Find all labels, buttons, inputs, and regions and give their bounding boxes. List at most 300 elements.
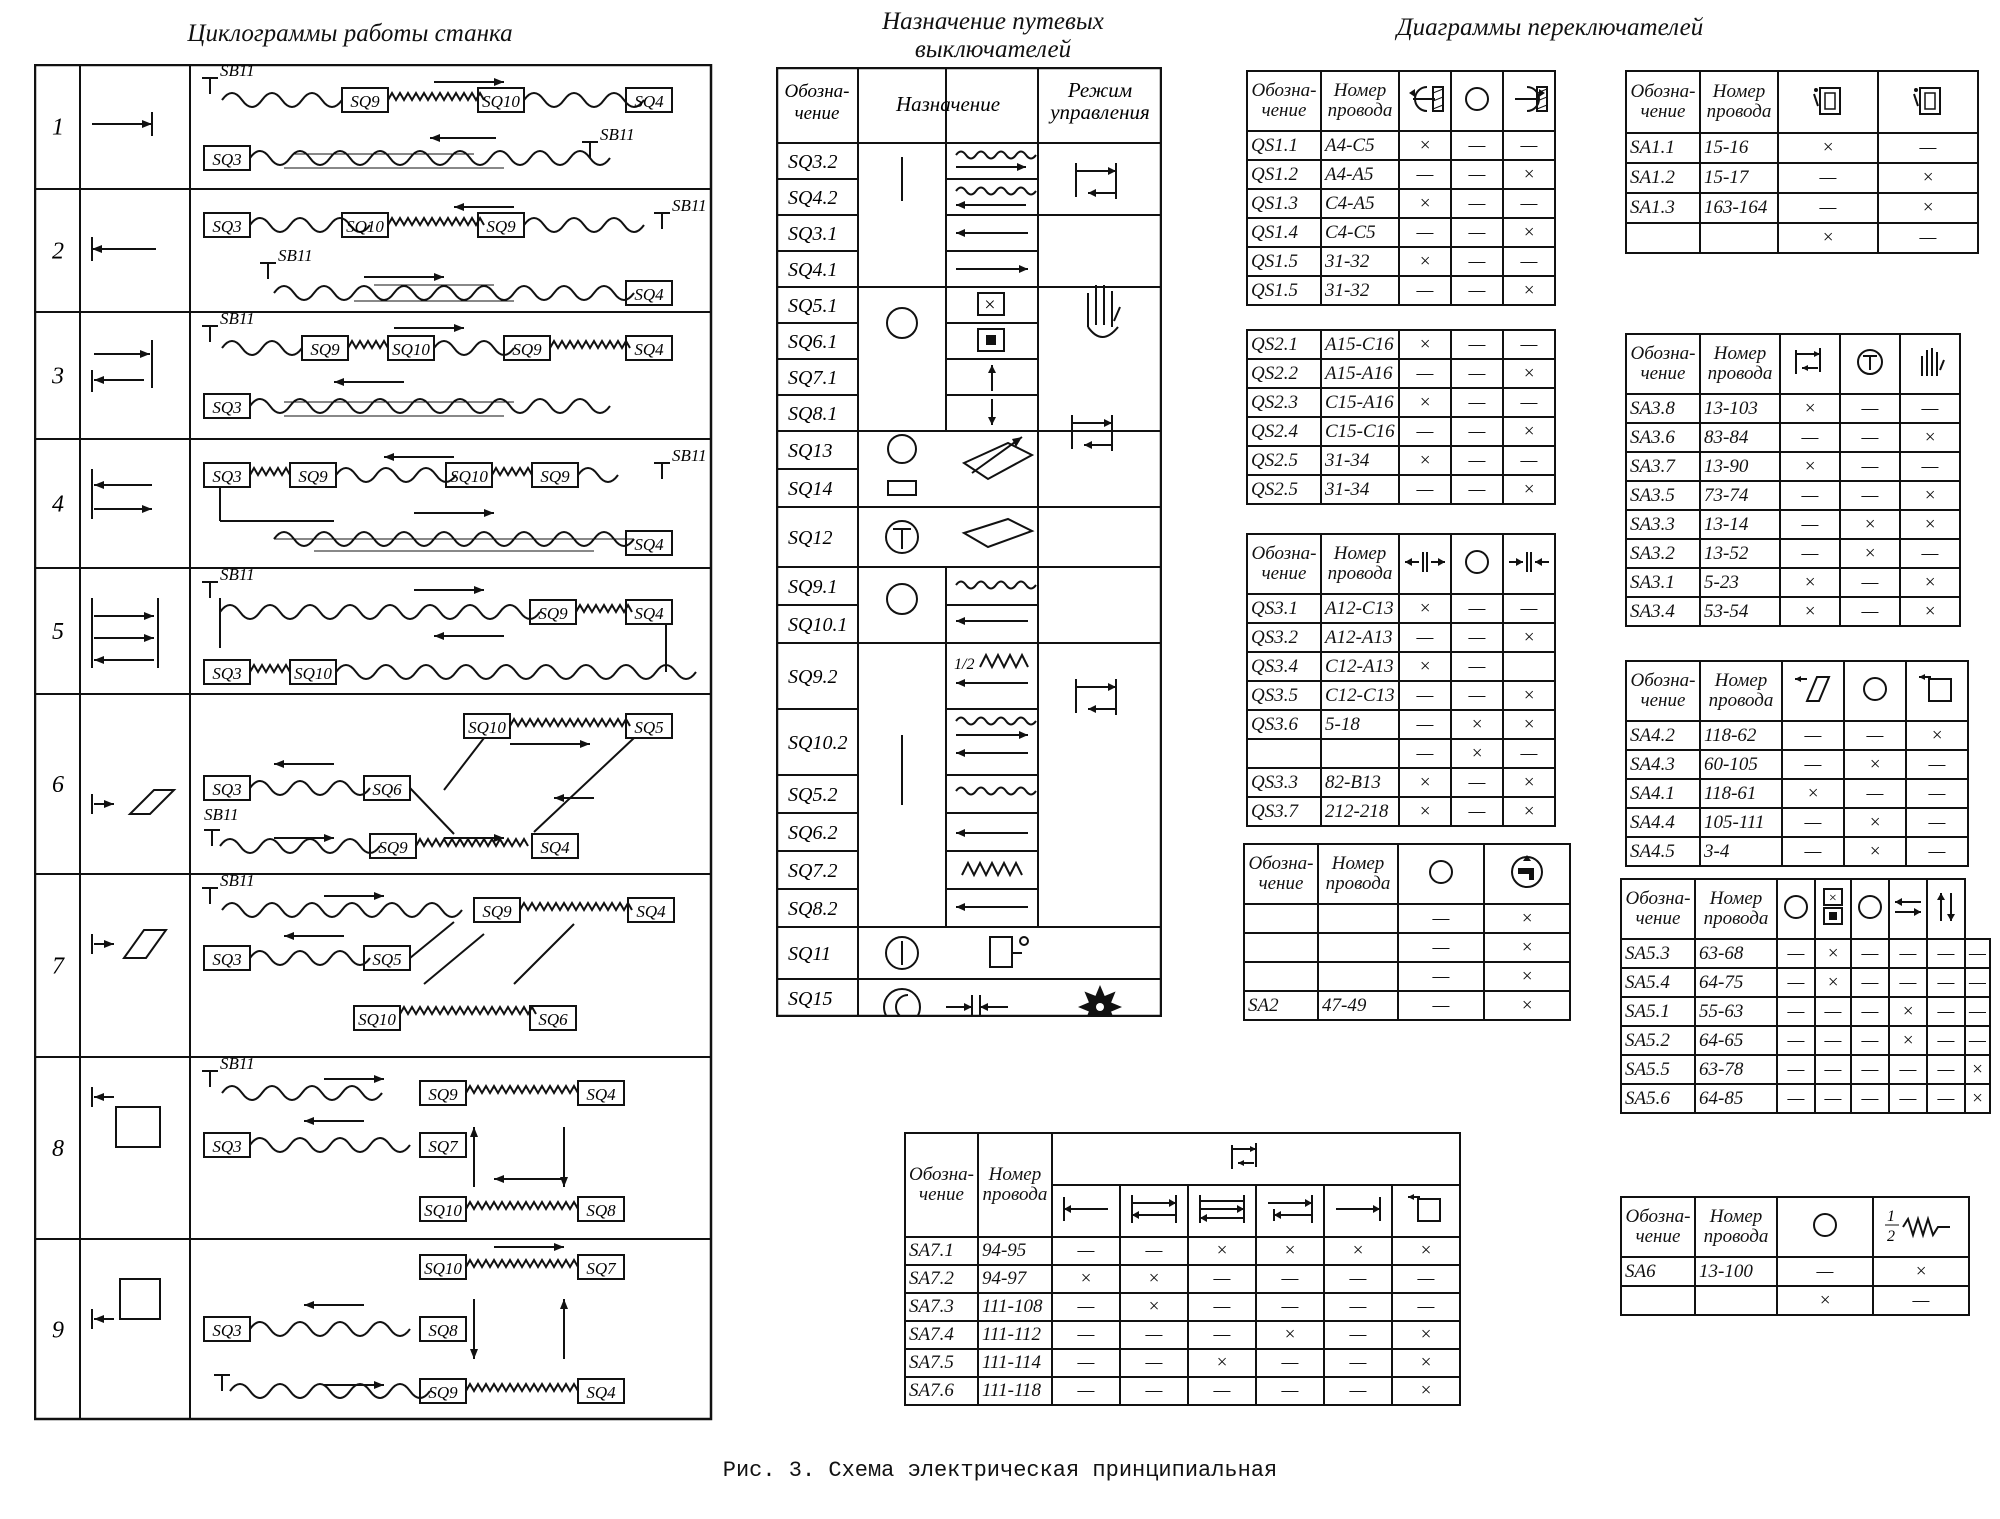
header-designation: Обозна- чение [1247, 534, 1321, 594]
table-cell: — [1503, 388, 1555, 417]
header-position-2 [1451, 534, 1503, 594]
table-cell: — [1256, 1349, 1324, 1377]
svg-text:SQ3: SQ3 [212, 950, 242, 969]
table-row [1247, 475, 1555, 504]
table-cell: SA3.1 [1626, 568, 1700, 597]
table-cell: — [1873, 1286, 1969, 1315]
table-cell: A4-A5 [1321, 160, 1399, 189]
svg-text:Назначение: Назначение [895, 92, 1001, 116]
table-cell: × [1399, 131, 1451, 160]
table-cell: × [1503, 160, 1555, 189]
table-cell: — [1324, 1349, 1392, 1377]
table-cell: — [1927, 997, 1965, 1026]
table-cell: — [1900, 452, 1960, 481]
table-cell: — [1780, 481, 1840, 510]
table-cell: × [1484, 962, 1570, 991]
table-cell: × [1399, 189, 1451, 218]
table-cell: — [1451, 797, 1503, 826]
table-cell: — [1451, 218, 1503, 247]
table-cell: × [1484, 933, 1570, 962]
table-row [1626, 539, 1960, 568]
table-cell: QS2.1 [1247, 330, 1321, 359]
table-row [1626, 837, 1968, 866]
svg-text:SB11: SB11 [278, 246, 313, 265]
table-cell: × [1778, 223, 1878, 253]
table-row [1626, 721, 1968, 750]
table-cell: — [1927, 968, 1965, 997]
table-cell: × [1399, 330, 1451, 359]
svg-text:SQ3: SQ3 [212, 1321, 242, 1340]
cyclogram-row-number: 8 [52, 1136, 64, 1162]
table-cell: — [1188, 1265, 1256, 1293]
table-cell: A12-A13 [1321, 623, 1399, 652]
svg-text:SQ10: SQ10 [424, 1259, 462, 1278]
svg-text:SQ4: SQ4 [634, 285, 664, 304]
table-cell: × [1503, 768, 1555, 797]
table-cell: — [1052, 1377, 1120, 1405]
svg-text:SQ10: SQ10 [294, 664, 332, 683]
header-wire-number: Номер провода [1321, 534, 1399, 594]
table-cell: — [1777, 1055, 1815, 1084]
table-cell: × [1399, 594, 1451, 623]
table-cell: 13-14 [1700, 510, 1780, 539]
svg-text:SQ4: SQ4 [634, 604, 664, 623]
sa4-switch-table [1625, 660, 1969, 867]
table-cell: — [1398, 962, 1484, 991]
svg-text:SQ4: SQ4 [634, 92, 664, 111]
table-cell: SA6 [1621, 1257, 1695, 1286]
svg-text:SQ7: SQ7 [428, 1137, 458, 1156]
table-cell: — [1052, 1349, 1120, 1377]
svg-text:SB11: SB11 [672, 446, 707, 465]
table-cell: — [1900, 539, 1960, 568]
table-cell: C12-A13 [1321, 652, 1399, 681]
table-cell: — [1840, 597, 1900, 626]
header-cycle-6 [1392, 1185, 1460, 1237]
table-row [1621, 1084, 1990, 1113]
table-cell: — [1052, 1321, 1120, 1349]
table-cell: — [1906, 750, 1968, 779]
header-position-2 [1840, 334, 1900, 394]
table-cell [1695, 1286, 1777, 1315]
table-cell: 83-84 [1700, 423, 1780, 452]
table-cell: SA3.3 [1626, 510, 1700, 539]
table-cell: — [1782, 721, 1844, 750]
table-cell: × [1906, 721, 1968, 750]
table-cell: — [1188, 1377, 1256, 1405]
table-cell: — [1188, 1321, 1256, 1349]
table-cell [1321, 739, 1399, 768]
table-cell: SA1.2 [1626, 163, 1700, 193]
table-row [1247, 189, 1555, 218]
table-cell: 5-18 [1321, 710, 1399, 739]
table-cell: — [1878, 133, 1978, 163]
table-cell: × [1503, 218, 1555, 247]
table-row [1621, 1055, 1990, 1084]
table-cell: — [1399, 710, 1451, 739]
table-cell: — [1906, 808, 1968, 837]
limit-switch-designation: SQ4.1 [788, 259, 838, 281]
table-cell: × [1878, 163, 1978, 193]
svg-text:SQ3: SQ3 [212, 467, 242, 486]
table-cell: 73-74 [1700, 481, 1780, 510]
table-cell: — [1503, 739, 1555, 768]
table-cell: × [1399, 797, 1451, 826]
table-cell: A12-C13 [1321, 594, 1399, 623]
svg-text:×: × [983, 294, 997, 316]
table-cell: 13-103 [1700, 394, 1780, 423]
table-cell: 64-75 [1695, 968, 1777, 997]
header-wire-number: Номер провода [978, 1133, 1052, 1237]
cyclogram-grid [34, 64, 714, 1434]
table-cell: × [1451, 739, 1503, 768]
table-cell: 31-34 [1321, 475, 1399, 504]
svg-text:SQ4: SQ4 [540, 838, 570, 857]
table-row [1247, 797, 1555, 826]
header-wire-number: Номер провода [1700, 661, 1782, 721]
table-row [1626, 568, 1960, 597]
svg-text:SB11: SB11 [204, 805, 239, 824]
table-cell: 212-218 [1321, 797, 1399, 826]
table-row [1626, 779, 1968, 808]
table-cell: × [1484, 991, 1570, 1020]
table-cell: — [1503, 189, 1555, 218]
table-cell: × [1503, 475, 1555, 504]
table-cell: — [1503, 247, 1555, 276]
svg-text:SB11: SB11 [220, 871, 255, 890]
table-cell: × [1840, 510, 1900, 539]
svg-text:1: 1 [1887, 1207, 1895, 1225]
table-cell: — [1851, 1026, 1889, 1055]
svg-text:SQ9: SQ9 [538, 604, 568, 623]
table-cell: — [1451, 330, 1503, 359]
table-cell: — [1451, 446, 1503, 475]
table-cell: — [1840, 394, 1900, 423]
table-cell: QS2.3 [1247, 388, 1321, 417]
table-cell: QS2.2 [1247, 359, 1321, 388]
table-cell: — [1399, 160, 1451, 189]
table-cell: — [1782, 837, 1844, 866]
table-cell: SA3.5 [1626, 481, 1700, 510]
limit-switch-designation: SQ6.2 [788, 822, 838, 844]
table-cell: 15-17 [1700, 163, 1778, 193]
table-cell: — [1398, 933, 1484, 962]
table-cell: SA7.3 [905, 1293, 978, 1321]
table-cell: — [1965, 997, 1990, 1026]
table-cell: — [1256, 1293, 1324, 1321]
sa1-switch-table [1625, 70, 1979, 254]
table-row [1247, 359, 1555, 388]
table-cell: × [1780, 394, 1840, 423]
table-cell: — [1399, 623, 1451, 652]
svg-text:SQ3: SQ3 [212, 217, 242, 236]
table-cell: — [1399, 681, 1451, 710]
limit-switch-designation: SQ3.1 [788, 223, 838, 245]
table-cell: 63-68 [1695, 939, 1777, 968]
table-cell: SA4.4 [1626, 808, 1700, 837]
table-cell: — [1256, 1377, 1324, 1405]
table-cell: × [1815, 968, 1851, 997]
table-cell: × [1324, 1237, 1392, 1265]
svg-text:SQ8: SQ8 [586, 1201, 616, 1220]
table-cell: — [1399, 218, 1451, 247]
table-cell: — [1927, 1084, 1965, 1113]
limit-switch-designation: SQ7.2 [788, 860, 838, 882]
table-cell: — [1889, 1055, 1927, 1084]
table-cell: QS1.5 [1247, 276, 1321, 305]
table-cell: — [1451, 131, 1503, 160]
table-cell: 5-23 [1700, 568, 1780, 597]
table-cell: 118-62 [1700, 721, 1782, 750]
header-position-1 [1777, 1197, 1873, 1257]
limit-switch-designation: SQ11 [788, 943, 831, 965]
table-cell: — [1851, 1055, 1889, 1084]
table-cell: — [1840, 423, 1900, 452]
svg-text:SQ3: SQ3 [212, 664, 242, 683]
header-designation: Обозна- чение [1247, 71, 1321, 131]
qs1-switch-table [1246, 70, 1556, 306]
svg-text:SB11: SB11 [600, 125, 635, 144]
table-cell: — [1451, 388, 1503, 417]
header-cycle-4 [1256, 1185, 1324, 1237]
table-cell: 31-34 [1321, 446, 1399, 475]
header-designation: Обозна- чение [1626, 334, 1700, 394]
header-position-1 [1778, 71, 1878, 133]
table-cell: × [1900, 510, 1960, 539]
table-cell: × [1844, 808, 1906, 837]
table-row [905, 1349, 1460, 1377]
table-cell: 31-32 [1321, 247, 1399, 276]
table-cell: — [1503, 446, 1555, 475]
table-row [1621, 968, 1990, 997]
table-cell: — [1906, 837, 1968, 866]
header-position-2 [1878, 71, 1978, 133]
table-cell: × [1399, 247, 1451, 276]
table-cell: — [1120, 1321, 1188, 1349]
table-cell: — [1778, 193, 1878, 223]
table-cell: × [1503, 417, 1555, 446]
svg-text:SB11: SB11 [220, 309, 255, 328]
table-cell: QS3.5 [1247, 681, 1321, 710]
table-cell: SA2 [1244, 991, 1318, 1020]
table-cell: × [1503, 359, 1555, 388]
table-cell: — [1399, 417, 1451, 446]
table-cell: 3-4 [1700, 837, 1782, 866]
table-cell: 94-97 [978, 1265, 1052, 1293]
table-cell: — [1503, 594, 1555, 623]
table-cell: QS3.2 [1247, 623, 1321, 652]
table-cell: × [1889, 997, 1927, 1026]
table-cell: 53-54 [1700, 597, 1780, 626]
table-cell: — [1889, 968, 1927, 997]
svg-text:SB11: SB11 [220, 565, 255, 584]
table-cell: — [1906, 779, 1968, 808]
table-cell [1503, 652, 1555, 681]
sa7-switch-table [904, 1132, 1461, 1406]
svg-text:2: 2 [1887, 1227, 1895, 1245]
table-cell: — [1965, 939, 1990, 968]
table-cell: — [1889, 1084, 1927, 1113]
limit-switch-designation: SQ9.2 [788, 666, 838, 688]
svg-text:SQ10: SQ10 [424, 1201, 462, 1220]
header-designation: Обозна- чение [1621, 879, 1695, 939]
table-cell [1318, 904, 1398, 933]
table-row [1626, 481, 1960, 510]
table-row [1244, 991, 1570, 1020]
table-cell: — [1451, 247, 1503, 276]
svg-text:SB11: SB11 [672, 196, 707, 215]
table-cell: — [1815, 1026, 1851, 1055]
table-cell: SA5.3 [1621, 939, 1695, 968]
header-position-2 [1815, 879, 1851, 939]
limit-switch-designation: SQ10.1 [788, 614, 848, 636]
svg-text:SQ3: SQ3 [212, 150, 242, 169]
table-row [1626, 133, 1978, 163]
svg-text:SQ7: SQ7 [586, 1259, 616, 1278]
table-cell: — [1451, 276, 1503, 305]
table-cell: 111-112 [978, 1321, 1052, 1349]
table-cell: × [1503, 276, 1555, 305]
table-cell: — [1878, 223, 1978, 253]
table-cell: — [1778, 163, 1878, 193]
limit-switch-designation: SQ12 [788, 527, 833, 549]
header-position-2 [1484, 844, 1570, 904]
svg-text:SQ10: SQ10 [450, 467, 488, 486]
table-cell: 94-95 [978, 1237, 1052, 1265]
table-cell: — [1503, 330, 1555, 359]
limit-switch-designation: SQ9.1 [788, 576, 838, 598]
table-cell: — [1451, 594, 1503, 623]
table-cell: SA4.3 [1626, 750, 1700, 779]
table-cell: × [1120, 1265, 1188, 1293]
table-cell: SA4.1 [1626, 779, 1700, 808]
table-cell: — [1399, 475, 1451, 504]
table-cell: A15-A16 [1321, 359, 1399, 388]
header-cycle-2 [1120, 1185, 1188, 1237]
table-cell: — [1780, 539, 1840, 568]
table-row [1247, 247, 1555, 276]
table-cell: — [1927, 939, 1965, 968]
svg-text:SQ10: SQ10 [482, 92, 520, 111]
limit-switch-designation: SQ6.1 [788, 331, 838, 353]
table-cell: — [1815, 1055, 1851, 1084]
table-row [905, 1237, 1460, 1265]
switch-diagrams-title: Диаграммы переключателей [1396, 14, 1704, 41]
table-cell [1621, 1286, 1695, 1315]
svg-text:SQ4: SQ4 [634, 340, 664, 359]
limit-switch-designation: SQ8.2 [788, 898, 838, 920]
table-cell: QS2.5 [1247, 446, 1321, 475]
table-cell: × [1503, 623, 1555, 652]
table-cell: SA3.2 [1626, 539, 1700, 568]
table-cell: — [1900, 394, 1960, 423]
table-row [1621, 939, 1990, 968]
table-cell: — [1324, 1321, 1392, 1349]
header-mode-icon [1052, 1133, 1460, 1185]
svg-text:SQ9: SQ9 [350, 92, 380, 111]
svg-text:SQ9: SQ9 [428, 1383, 458, 1402]
table-cell: 47-49 [1318, 991, 1398, 1020]
table-cell: — [1780, 423, 1840, 452]
table-cell: × [1900, 423, 1960, 452]
table-cell: — [1815, 1084, 1851, 1113]
table-cell: × [1399, 768, 1451, 797]
table-cell: SA4.5 [1626, 837, 1700, 866]
table-cell: C12-C13 [1321, 681, 1399, 710]
svg-text:SQ4: SQ4 [636, 902, 666, 921]
table-cell: — [1324, 1293, 1392, 1321]
table-cell: — [1844, 779, 1906, 808]
svg-text:SB11: SB11 [220, 1054, 255, 1073]
limit-switch-designation: SQ5.2 [788, 784, 838, 806]
table-cell: — [1392, 1265, 1460, 1293]
cyclogram-row-number: 7 [52, 953, 64, 980]
table-cell: — [1840, 452, 1900, 481]
svg-text:управления: управления [1050, 100, 1150, 124]
cyclogram-row-number: 5 [52, 619, 64, 645]
svg-text:1/2: 1/2 [954, 656, 975, 673]
header-position-1 [1398, 844, 1484, 904]
cyclogram-row-number: 1 [52, 114, 64, 141]
table-cell: × [1780, 568, 1840, 597]
svg-text:×: × [1828, 890, 1838, 906]
svg-text:SQ9: SQ9 [428, 1085, 458, 1104]
table-cell: 111-108 [978, 1293, 1052, 1321]
header-position-1 [1399, 534, 1451, 594]
svg-text:SQ9: SQ9 [378, 838, 408, 857]
sa3-switch-table [1625, 333, 1961, 627]
table-row [1244, 933, 1570, 962]
table-cell: × [1900, 597, 1960, 626]
table-cell: — [1851, 968, 1889, 997]
table-cell: — [1256, 1265, 1324, 1293]
table-cell: — [1889, 939, 1927, 968]
table-row [1247, 417, 1555, 446]
table-cell: — [1451, 768, 1503, 797]
table-cell: × [1965, 1055, 1990, 1084]
table-cell: 111-114 [978, 1349, 1052, 1377]
svg-text:SQ8: SQ8 [428, 1321, 458, 1340]
svg-text:SQ10: SQ10 [392, 340, 430, 359]
table-cell: QS3.6 [1247, 710, 1321, 739]
table-cell: QS1.4 [1247, 218, 1321, 247]
svg-text:SQ10: SQ10 [468, 718, 506, 737]
table-row [1247, 594, 1555, 623]
table-cell: — [1451, 189, 1503, 218]
table-cell: — [1399, 276, 1451, 305]
sa2-switch-table [1243, 843, 1571, 1021]
table-row [1626, 750, 1968, 779]
cyclogram-row-number: 6 [52, 772, 64, 798]
table-cell: — [1324, 1265, 1392, 1293]
table-cell: QS3.3 [1247, 768, 1321, 797]
table-row [1626, 597, 1960, 626]
limit-switch-designation: SQ14 [788, 478, 833, 500]
table-cell: 13-52 [1700, 539, 1780, 568]
cyclograms-title: Циклограммы работы станка [187, 20, 513, 47]
table-cell: SA7.1 [905, 1237, 978, 1265]
limit-switch-designation: SQ10.2 [788, 732, 848, 754]
table-cell: 13-90 [1700, 452, 1780, 481]
sa6-switch-table [1620, 1196, 1970, 1316]
table-cell: — [1777, 997, 1815, 1026]
table-cell: — [1782, 750, 1844, 779]
table-cell: — [1188, 1293, 1256, 1321]
table-cell: — [1120, 1237, 1188, 1265]
table-cell: — [1780, 510, 1840, 539]
table-cell: — [1324, 1377, 1392, 1405]
table-cell: C15-C16 [1321, 417, 1399, 446]
